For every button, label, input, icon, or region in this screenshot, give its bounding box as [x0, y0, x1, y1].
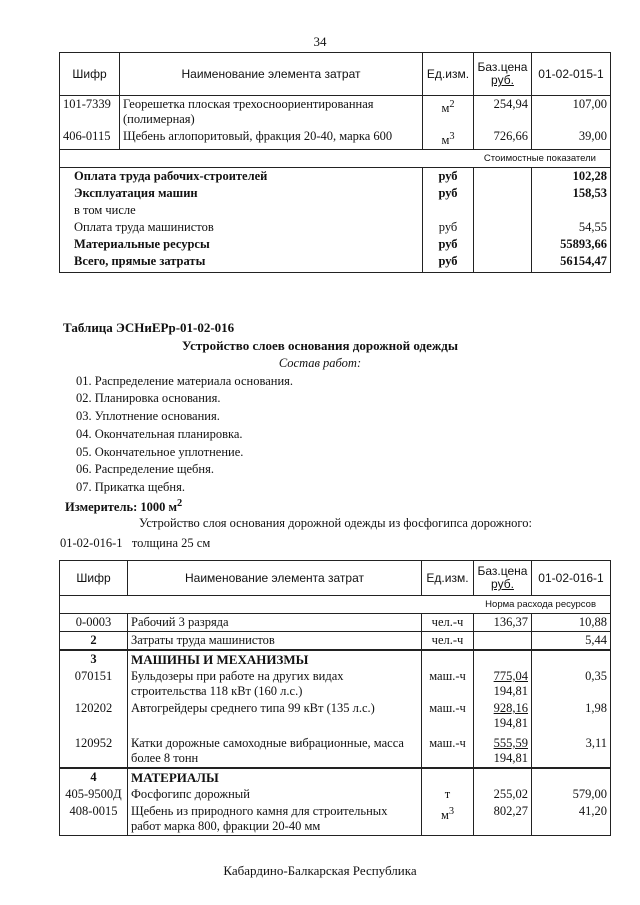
col-code-header: Шифр: [60, 53, 120, 96]
row-value: 0,35: [532, 668, 611, 700]
table-row: [60, 614, 611, 632]
row-price: 802,27: [474, 803, 532, 836]
row-value: 39,00: [532, 128, 611, 150]
cost-value: 56154,47: [532, 253, 611, 273]
table-row-section: [60, 650, 611, 668]
row-unit: маш.-ч: [422, 700, 474, 732]
row-name: Щебень из природного камня для строительных работ марка 800, фракции 20-40 мм: [128, 803, 422, 836]
cost-unit: руб: [423, 168, 474, 186]
table-row: [60, 219, 611, 236]
col-norm-header: 01-02-016-1: [532, 561, 611, 596]
row-unit: чел.-ч: [422, 614, 474, 632]
col-name-header: Наименование элемента затрат: [120, 53, 423, 96]
list-item: 02. Планировка основания.: [76, 391, 221, 405]
resource-table-016: [59, 560, 611, 836]
cost-name: Оплата труда машинистов: [60, 219, 423, 236]
col-code-header: Шифр: [60, 561, 128, 596]
row-name: Георешетка плоская трехосноориентированная (полимерная): [120, 96, 423, 129]
cost-unit: руб: [423, 236, 474, 253]
row-code: 120202: [60, 700, 128, 732]
row-name: Рабочий 3 разряда: [128, 614, 422, 632]
row-unit: чел.-ч: [422, 632, 474, 651]
table-row: [60, 786, 611, 803]
cost-unit: руб: [423, 219, 474, 236]
row-unit: т: [422, 786, 474, 803]
table-row: [60, 732, 611, 768]
row-price: 136,37: [474, 614, 532, 632]
row-name: Затраты труда машинистов: [128, 632, 422, 651]
row-value: 3,11: [532, 732, 611, 768]
table-row: [60, 202, 611, 219]
cost-value: 55893,66: [532, 236, 611, 253]
row-name: Фосфогипс дорожный: [128, 786, 422, 803]
row-code: 405-9500Д: [60, 786, 128, 803]
cost-name: Оплата труда рабочих-строителей: [60, 168, 423, 186]
row-price: 555,59 194,81: [474, 732, 532, 768]
table-row: [60, 803, 611, 836]
cost-name: Всего, прямые затраты: [60, 253, 423, 273]
list-item: 01. Распределение материала основания.: [76, 374, 294, 388]
table-row: [60, 700, 611, 732]
list-item: 06. Распределение щебня.: [76, 462, 214, 476]
row-price: 928,16 194,81: [474, 700, 532, 732]
row-value: 107,00: [532, 96, 611, 129]
col-unit-header: Ед.изм.: [423, 53, 474, 96]
row-code: 3: [60, 650, 128, 668]
row-name: Катки дорожные самоходные вибрационные, масса более 8 тонн: [128, 732, 422, 768]
table-row-section: [60, 768, 611, 786]
table-row: [60, 632, 611, 651]
description: Устройство слоя основания дорожной одежды из фосфогипса дорожного:: [139, 516, 532, 530]
col-price-header: Баз.цена руб.: [474, 53, 532, 96]
cost-value: 102,28: [532, 168, 611, 186]
table-row: [60, 236, 611, 253]
row-value: 579,00: [532, 786, 611, 803]
col-name-header: Наименование элемента затрат: [128, 561, 422, 596]
cost-name: в том числе: [60, 202, 423, 219]
cost-unit: руб: [423, 185, 474, 202]
col-price-header: Баз.цена руб.: [474, 561, 532, 596]
cost-table-015: [59, 52, 611, 273]
list-item: 05. Окончательное уплотнение.: [76, 445, 244, 459]
col-norm-header: 01-02-015-1: [532, 53, 611, 96]
row-price: 775,04 194,81: [474, 668, 532, 700]
list-item: 04. Окончательная планировка.: [76, 427, 243, 441]
row-code: 120952: [60, 732, 128, 768]
work-title: Состав работ:: [278, 356, 362, 370]
row-price: 726,66: [474, 128, 532, 150]
table-row: [60, 168, 611, 186]
row-code: 2: [60, 632, 128, 651]
row-value: 41,20: [532, 803, 611, 836]
table-row: [60, 253, 611, 273]
row-value: 5,44: [532, 632, 611, 651]
row-code: 408-0015: [60, 803, 128, 836]
cost-value: 158,53: [532, 185, 611, 202]
row-unit: $м^3$: [423, 128, 474, 150]
row-value: 10,88: [532, 614, 611, 632]
cost-name: Материальные ресурсы: [60, 236, 423, 253]
row-section-title: МАШИНЫ И МЕХАНИЗМЫ: [128, 650, 422, 668]
row-code: 4: [60, 768, 128, 786]
table-row: [60, 668, 611, 700]
code-line: 01-02-016-1 толщина 25 см: [60, 536, 211, 550]
list-item: 07. Прикатка щебня.: [76, 480, 185, 494]
row-code: 101-7339: [60, 96, 120, 129]
row-section-title: МАТЕРИАЛЫ: [128, 768, 422, 786]
row-name: Автогрейдеры среднего типа 99 кВт (135 л.с.): [128, 700, 422, 732]
page-footer: Кабардино-Балкарская Республика: [223, 863, 417, 878]
table-row: [60, 96, 611, 129]
section-title: Устройство слоев основания дорожной одежды: [181, 338, 459, 353]
row-code: 0-0003: [60, 614, 128, 632]
cost-name: Эксплуатация машин: [60, 185, 423, 202]
row-unit: $м^3$: [422, 803, 474, 836]
row-name: Бульдозеры при работе на других видах строительства 118 кВт (160 л.с.): [128, 668, 422, 700]
table-row: [60, 128, 611, 150]
row-name: Щебень аглопоритовый, фракция 20-40, марка 600: [120, 128, 423, 150]
page-number: 34: [313, 34, 327, 49]
row-unit: $м^2$: [423, 96, 474, 129]
list-item: 03. Уплотнение основания.: [76, 409, 220, 423]
subheader-norm: Норма расхода ресурсов: [60, 596, 611, 614]
row-price: 255,02: [474, 786, 532, 803]
measure: Измеритель: 1000 $м^2$: [65, 498, 183, 515]
row-unit: маш.-ч: [422, 732, 474, 768]
row-unit: маш.-ч: [422, 668, 474, 700]
table-title: Таблица ЭСНиЕРр-01-02-016: [63, 320, 235, 335]
table-row: [60, 185, 611, 202]
subheader-cost: Стоимостные показатели: [60, 150, 611, 168]
row-price: 254,94: [474, 96, 532, 129]
cost-value: 54,55: [532, 219, 611, 236]
row-value: 1,98: [532, 700, 611, 732]
row-code: 070151: [60, 668, 128, 700]
cost-unit: руб: [423, 253, 474, 273]
row-code: 406-0115: [60, 128, 120, 150]
col-unit-header: Ед.изм.: [422, 561, 474, 596]
